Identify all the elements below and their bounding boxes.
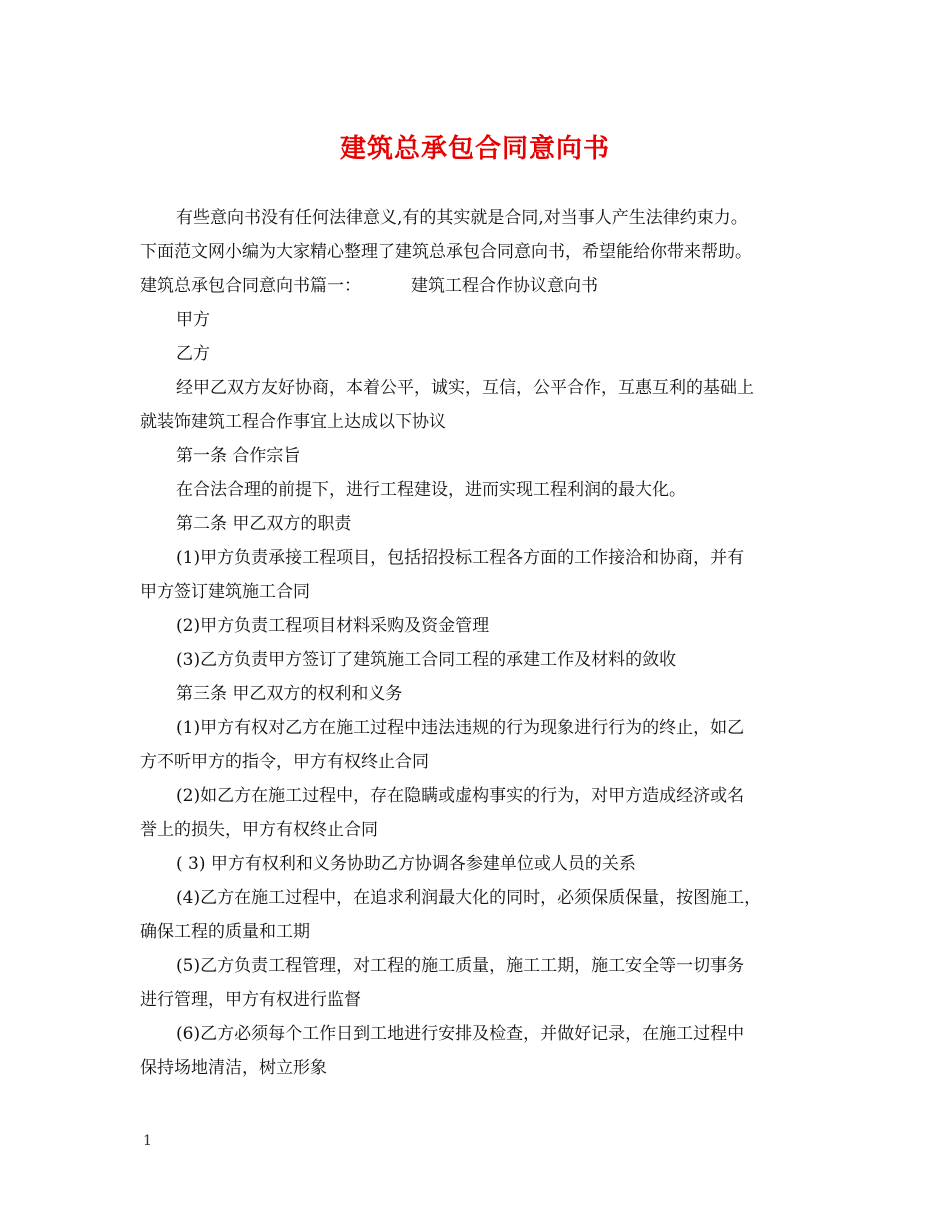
clause-line: (2)甲方负责工程项目材料采购及资金管理 bbox=[176, 616, 490, 636]
clause-line: ( 3) 甲方有权利和义务协助乙方协调各参建单位或人员的关系 bbox=[176, 854, 636, 874]
article-heading: 第三条 甲乙双方的权利和义务 bbox=[176, 684, 403, 704]
page-number: 1 bbox=[143, 1133, 152, 1149]
paragraph-line: 有些意向书没有任何法律意义,有的其实就是合同,对当事人产生法律约束力。 bbox=[176, 208, 748, 228]
clause-line: 誉上的损失，甲方有权终止合同 bbox=[140, 820, 378, 840]
article-heading: 第二条 甲乙双方的职责 bbox=[176, 514, 352, 534]
agreement-subtitle: 建筑工程合作协议意向书 bbox=[411, 276, 598, 296]
party-b-label: 乙方 bbox=[176, 344, 210, 364]
clause-line: 方不听甲方的指令，甲方有权终止合同 bbox=[140, 752, 429, 772]
paragraph-line bbox=[140, 269, 820, 303]
clause-line: (2)如乙方在施工过程中，存在隐瞒或虚构事实的行为，对甲方造成经济或名 bbox=[176, 786, 745, 806]
paragraph-line: 经甲乙双方友好协商，本着公平，诚实，互信，公平合作，互惠互利的基础上 bbox=[176, 378, 754, 398]
paragraph-line: 下面范文网小编为大家精心整理了建筑总承包合同意向书，希望能给你带来帮助。 bbox=[140, 242, 752, 262]
clause-line: (1)甲方有权对乙方在施工过程中违法违规的行为现象进行行为的终止，如乙 bbox=[176, 718, 745, 738]
clause-line: 进行管理，甲方有权进行监督 bbox=[140, 990, 361, 1010]
clause-line: 甲方签订建筑施工合同 bbox=[140, 582, 310, 602]
clause-line: (4)乙方在施工过程中，在追求利润最大化的同时，必须保质保量，按图施工， bbox=[176, 888, 762, 908]
clause-line: (6)乙方必须每个工作日到工地进行安排及检查，并做好记录，在施工过程中 bbox=[176, 1024, 745, 1044]
document-body bbox=[140, 201, 820, 1085]
article-heading: 第一条 合作宗旨 bbox=[176, 446, 301, 466]
clause-line: 确保工程的质量和工期 bbox=[140, 922, 310, 942]
document-title: 建筑总承包合同意向书 bbox=[339, 134, 610, 164]
section-heading: 建筑总承包合同意向书篇一： bbox=[140, 276, 361, 296]
clause-line: (5)乙方负责工程管理，对工程的施工质量，施工工期，施工安全等一切事务 bbox=[176, 956, 745, 976]
paragraph-line: 就装饰建筑工程合作事宜上达成以下协议 bbox=[140, 412, 446, 432]
paragraph-line: 在合法合理的前提下，进行工程建设，进而实现工程利润的最大化。 bbox=[176, 480, 686, 500]
party-a-label: 甲方 bbox=[176, 310, 210, 330]
clause-line: 保持场地清洁，树立形象 bbox=[140, 1058, 327, 1078]
clause-line: (3)乙方负责甲方签订了建筑施工合同工程的承建工作及材料的敛收 bbox=[176, 650, 677, 670]
clause-line: (1)甲方负责承接工程项目，包括招投标工程各方面的工作接洽和协商，并有 bbox=[176, 548, 745, 568]
